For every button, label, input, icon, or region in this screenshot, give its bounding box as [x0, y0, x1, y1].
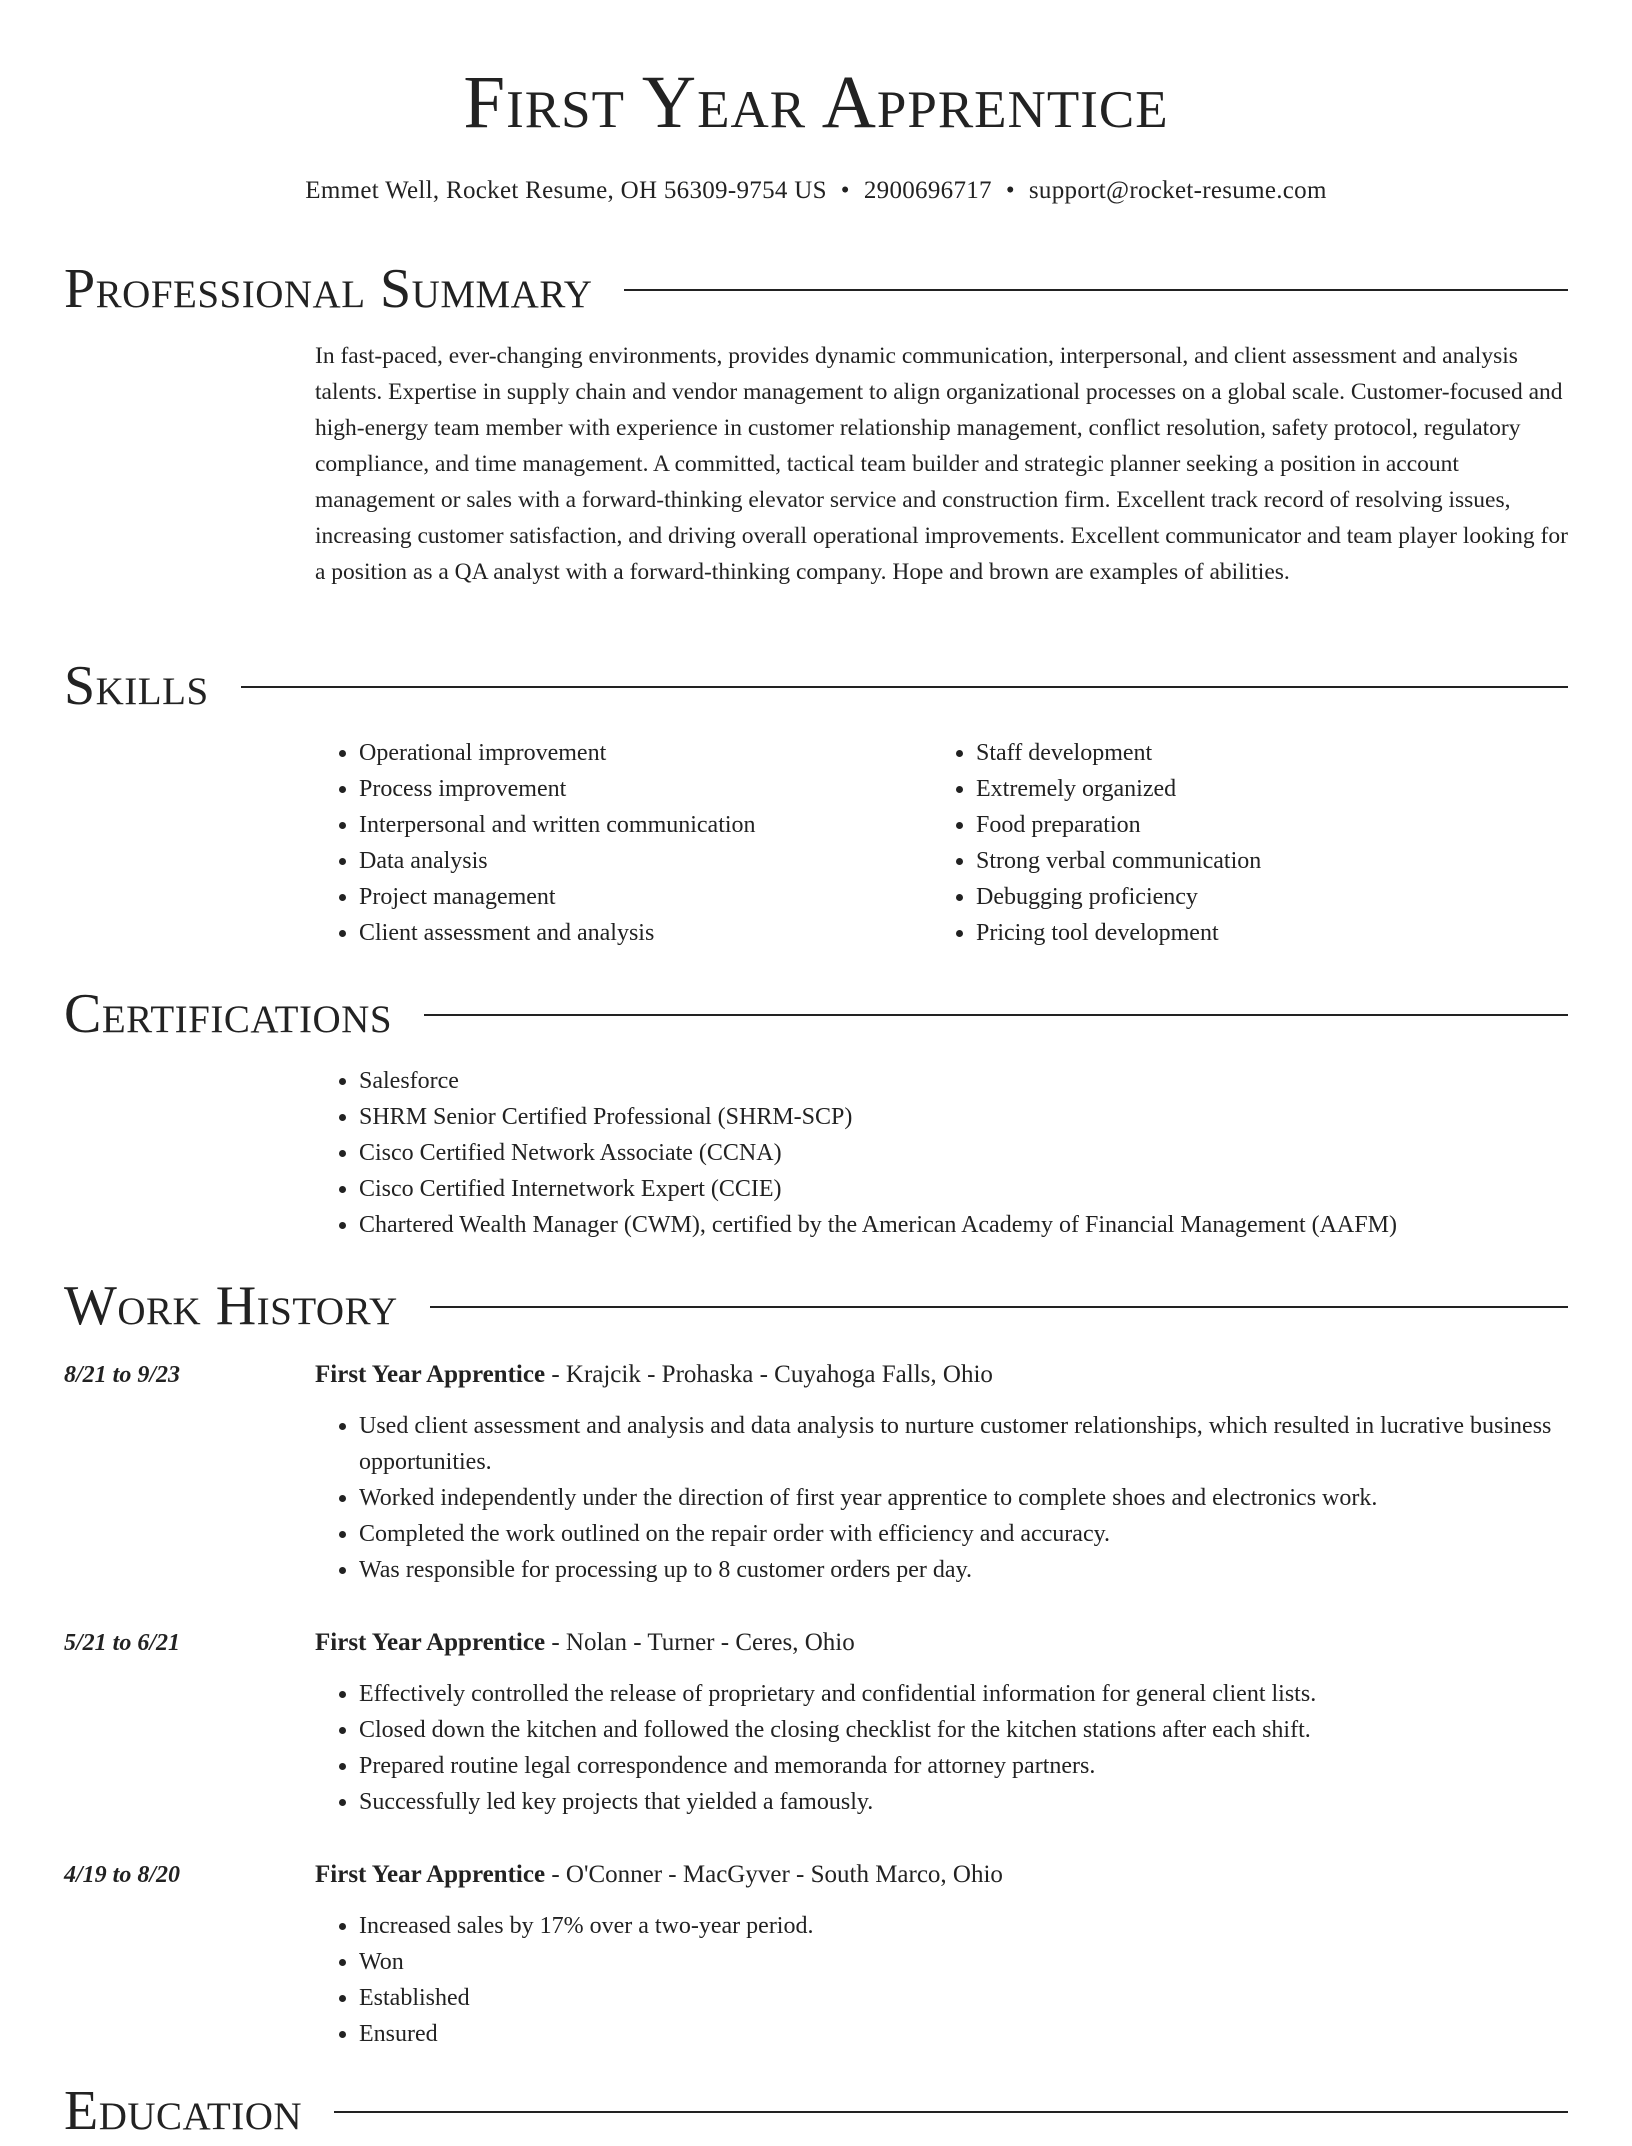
- contact-separator: •: [840, 177, 850, 204]
- work-bullet: • Prepared routine legal correspondence and memoranda for attorney partners.: [359, 1748, 1568, 1784]
- certification-item: • SHRM Senior Certified Professional (SHRM-SCP): [359, 1099, 1570, 1135]
- work-role: First Year Apprentice: [315, 1629, 546, 1656]
- work-bullet: • Used client assessment and analysis and data analysis to nurture customer relationships, which resulted in lucrative business opportunities.: [359, 1408, 1568, 1480]
- work-bullets: [315, 1908, 1568, 2052]
- certifications-list: [315, 1063, 1570, 1243]
- section-title: Certifications: [64, 983, 393, 1045]
- work-bullet: • Established: [359, 1980, 1568, 2016]
- resume-name-title: First Year Apprentice: [463, 61, 1169, 144]
- section-divider: [241, 686, 1568, 688]
- work-dates: 4/19 to 8/20: [64, 1862, 181, 1888]
- work-bullet: • Effectively controlled the release of proprietary and confidential information for general client lists.: [359, 1676, 1568, 1712]
- work-heading: [315, 1858, 1003, 1892]
- work-bullets: [315, 1676, 1568, 1820]
- work-employer-location: - Nolan - Turner - Ceres, Ohio: [545, 1629, 855, 1656]
- skills-column-left: [315, 735, 925, 951]
- work-bullet: • Worked independently under the direction of first year apprentice to complete shoes and electronics work.: [359, 1480, 1568, 1516]
- work-bullet: • Closed down the kitchen and followed the closing checklist for the kitchen stations after each shift.: [359, 1712, 1568, 1748]
- skill-item: • Client assessment and analysis: [359, 915, 925, 951]
- section-title: Work History: [64, 1275, 398, 1337]
- contact-line: [0, 174, 1632, 208]
- section-divider: [430, 1306, 1568, 1308]
- work-heading: [315, 1358, 993, 1392]
- work-bullets: [315, 1408, 1568, 1588]
- section-header-work-history: [64, 1271, 1568, 1341]
- section-title: Education: [64, 2080, 303, 2142]
- certification-item: • Cisco Certified Internetwork Expert (CCIE): [359, 1171, 1570, 1207]
- work-employer-location: - O'Conner - MacGyver - South Marco, Ohio: [545, 1861, 1003, 1888]
- certification-item: • Chartered Wealth Manager (CWM), certified by the American Academy of Financial Management (AAFM): [359, 1207, 1570, 1243]
- section-divider: [334, 2111, 1568, 2113]
- skill-item: • Project management: [359, 879, 925, 915]
- section-header-skills: [64, 651, 1568, 721]
- work-employer-location: - Krajcik - Prohaska - Cuyahoga Falls, Ohio: [545, 1361, 993, 1388]
- contact-email: support@rocket-resume.com: [1028, 177, 1327, 204]
- work-bullet: • Ensured: [359, 2016, 1568, 2052]
- skill-item: • Debugging proficiency: [976, 879, 1568, 915]
- skill-item: • Pricing tool development: [976, 915, 1568, 951]
- skill-item: • Data analysis: [359, 843, 925, 879]
- skill-item: • Food preparation: [976, 807, 1568, 843]
- work-bullet: • Completed the work outlined on the repair order with efficiency and accuracy.: [359, 1516, 1568, 1552]
- skill-item: • Strong verbal communication: [976, 843, 1568, 879]
- section-divider: [424, 1014, 1568, 1016]
- section-title: Skills: [64, 655, 209, 717]
- skill-item: • Staff development: [976, 735, 1568, 771]
- section-header-certifications: [64, 979, 1568, 1049]
- certification-item: • Salesforce: [359, 1063, 1570, 1099]
- work-bullet: • Won: [359, 1944, 1568, 1980]
- contact-separator: •: [1005, 177, 1015, 204]
- contact-address: Emmet Well, Rocket Resume, OH 56309-9754 US: [305, 177, 827, 204]
- work-role: First Year Apprentice: [315, 1361, 546, 1388]
- work-heading: [315, 1626, 855, 1660]
- skill-item: • Interpersonal and written communication: [359, 807, 925, 843]
- section-header-education: [64, 2076, 1568, 2146]
- work-bullet: • Successfully led key projects that yielded a famously.: [359, 1784, 1568, 1820]
- work-bullet: • Was responsible for processing up to 8 customer orders per day.: [359, 1552, 1568, 1588]
- certification-item: • Cisco Certified Network Associate (CCNA): [359, 1135, 1570, 1171]
- contact-phone: 2900696717: [863, 177, 992, 204]
- skill-item: • Extremely organized: [976, 771, 1568, 807]
- work-bullet: • Increased sales by 17% over a two-year period.: [359, 1908, 1568, 1944]
- section-title: Professional Summary: [64, 258, 593, 320]
- skill-item: • Process improvement: [359, 771, 925, 807]
- section-divider: [624, 289, 1568, 291]
- summary-text: In fast-paced, ever-changing environments, provides dynamic communication, interpersonal, and client assessment and analysis talents. Expertise in supply chain and vendor management to align organizational processes on a global scale. Customer-focused and high-energy team member with experience in customer relationship management, conflict resolution, safety protocol, regulatory compliance, and time management. A committed, tactical team builder and strategic planner seeking a position in account management or sales with a forward-thinking elevator service and construction firm. Excellent track record of resolving issues, increasing customer satisfaction, and driving overall operational improvements. Excellent communicator and team player looking for a position as a QA analyst with a forward-thinking company. Hope and brown are examples of abilities.: [315, 343, 1568, 585]
- work-dates: 8/21 to 9/23: [64, 1362, 181, 1388]
- skill-item: • Operational improvement: [359, 735, 925, 771]
- work-role: First Year Apprentice: [315, 1861, 546, 1888]
- work-dates: 5/21 to 6/21: [64, 1630, 181, 1656]
- section-header-summary: [64, 254, 1568, 324]
- skills-column-right: [932, 735, 1568, 951]
